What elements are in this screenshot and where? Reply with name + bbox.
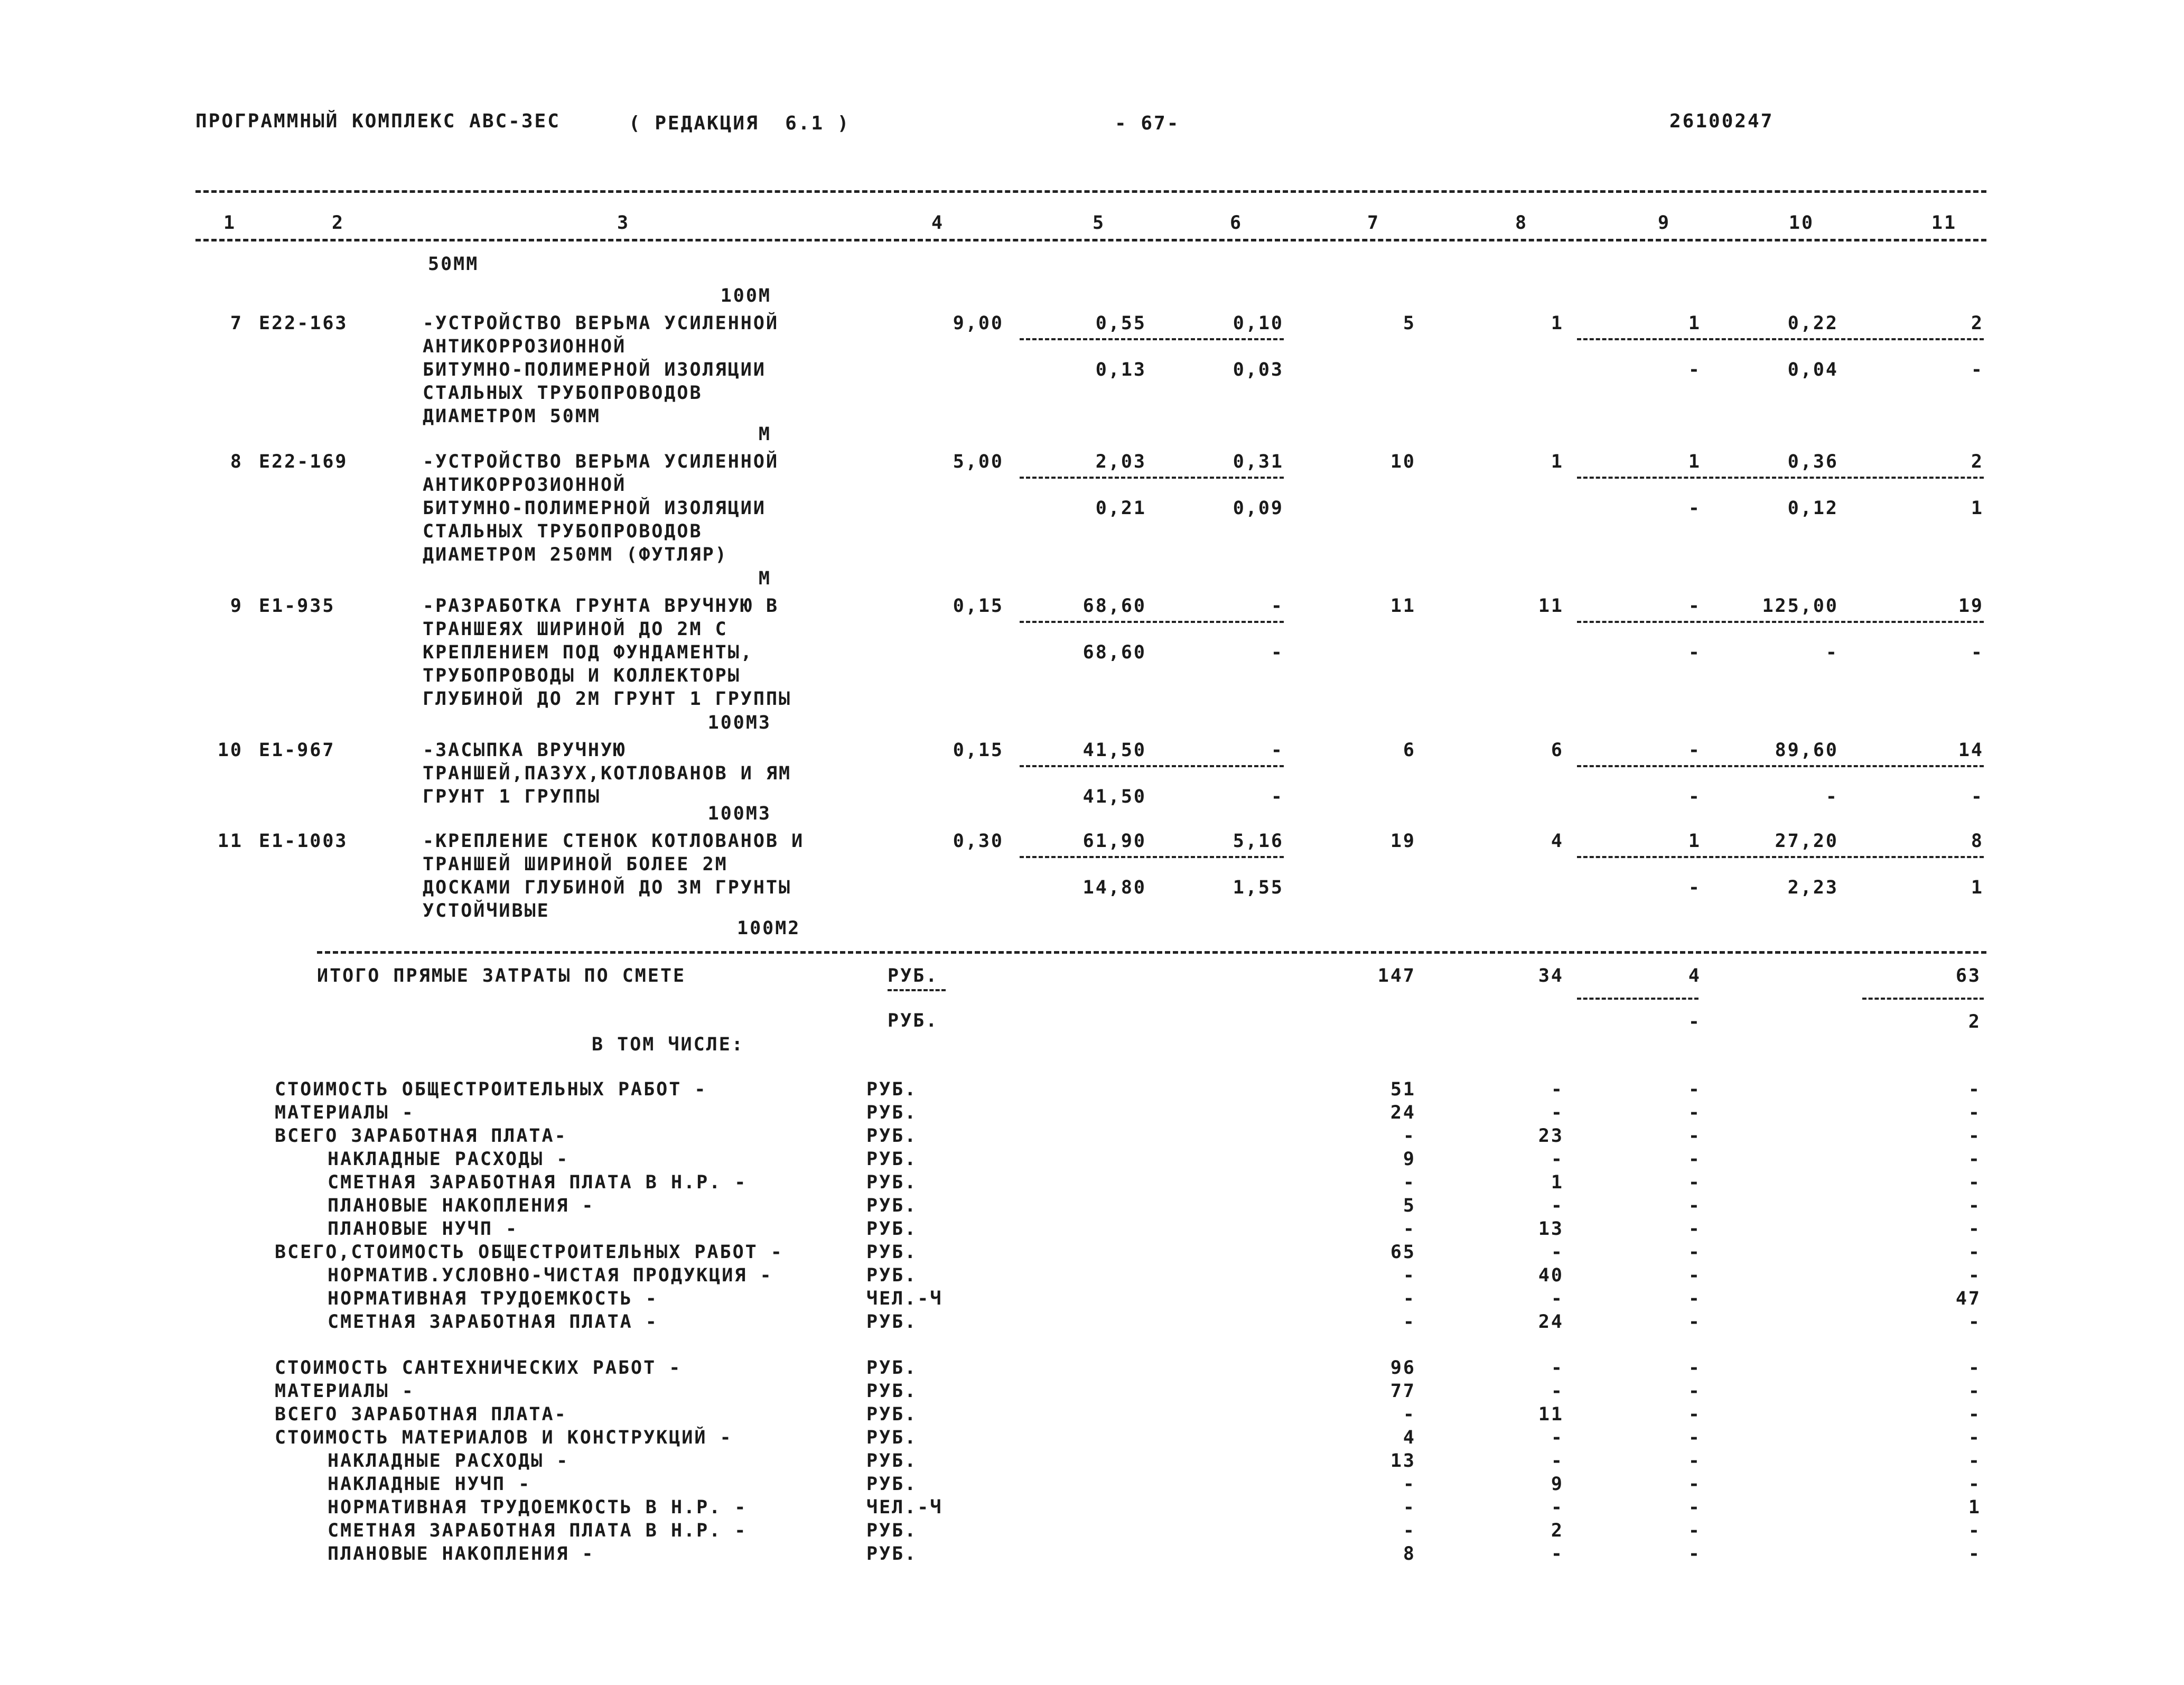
summary-c7: 5 — [1403, 1195, 1416, 1216]
item-c9-11-rule — [1577, 621, 1984, 623]
summary-c8: 13 — [1538, 1218, 1564, 1240]
summary-unit: РУБ. — [866, 1427, 918, 1448]
summary-unit: ЧЕЛ.-Ч — [866, 1288, 943, 1309]
item-description-line: БИТУМНО-ПОЛИМЕРНОЙ ИЗОЛЯЦИИ — [423, 498, 766, 519]
item-description-line: -КРЕПЛЕНИЕ СТЕНОК КОТЛОВАНОВ И — [423, 831, 805, 852]
column-header-6: 6 — [1229, 212, 1243, 234]
item-c6a: - — [1271, 595, 1284, 617]
summary-c8: 9 — [1551, 1474, 1564, 1495]
summary-c7: 24 — [1390, 1102, 1416, 1123]
item-code: Е1-967 — [259, 740, 335, 761]
summary-unit: РУБ. — [866, 1311, 918, 1333]
summary-c11: - — [1968, 1404, 1981, 1425]
item-c10a: 0,22 — [1787, 313, 1838, 334]
summary-c11: - — [1968, 1149, 1981, 1170]
item-c5b: 68,60 — [1082, 642, 1146, 663]
summary-label: МАТЕРИАЛЫ - — [275, 1381, 415, 1402]
item-description-line: ГЛУБИНОЙ ДО 2М ГРУНТ 1 ГРУППЫ — [423, 688, 792, 710]
item-c5a: 41,50 — [1082, 740, 1146, 761]
summary-c9: - — [1688, 1520, 1701, 1541]
item-c8: 11 — [1538, 595, 1564, 617]
summary-label: ВСЕГО,СТОИМОСТЬ ОБЩЕСТРОИТЕЛЬНЫХ РАБОТ - — [275, 1242, 783, 1263]
item-c9b: - — [1688, 786, 1701, 807]
edition-label: ( РЕДАКЦИЯ 6.1 ) — [629, 113, 851, 134]
item-description-line: ТРАНШЕЙ,ПАЗУХ,КОТЛОВАНОВ И ЯМ — [423, 763, 792, 784]
item-c7: 6 — [1403, 740, 1416, 761]
summary-c7: 4 — [1403, 1427, 1416, 1448]
summary-c11: - — [1968, 1218, 1981, 1240]
summary-c11: - — [1968, 1242, 1981, 1263]
item-c8: 1 — [1551, 451, 1564, 472]
summary-c9: - — [1688, 1474, 1701, 1495]
summary-label: НОРМАТИВНАЯ ТРУДОЕМКОСТЬ - — [328, 1288, 658, 1309]
item-c10a: 89,60 — [1775, 740, 1838, 761]
summary-c9: - — [1688, 1288, 1701, 1309]
item-c5a: 2,03 — [1095, 451, 1146, 472]
item-c6b: 1,55 — [1233, 877, 1284, 898]
item-c10a: 125,00 — [1762, 595, 1838, 617]
total-c7: 147 — [1377, 965, 1416, 986]
total-unit-rule — [888, 989, 946, 991]
summary-label: НАКЛАДНЫЕ НУЧП - — [328, 1474, 531, 1495]
summary-c7: - — [1403, 1172, 1416, 1193]
item-description-line: ТРАНШЕЯХ ШИРИНОЙ ДО 2М С — [423, 619, 728, 640]
item-c11a: 19 — [1958, 595, 1984, 617]
summary-c9: - — [1688, 1427, 1701, 1448]
item-description-line: УСТОЙЧИВЫЕ — [423, 900, 550, 921]
item-c11b: - — [1971, 642, 1984, 663]
summary-c7: - — [1403, 1218, 1416, 1240]
summary-c8: - — [1551, 1357, 1564, 1379]
item-c56-rule — [1020, 338, 1284, 340]
summary-c9: - — [1688, 1149, 1701, 1170]
item-c11a: 14 — [1958, 740, 1984, 761]
item-description-line: АНТИКОРРОЗИОННОЙ — [423, 336, 627, 357]
summary-unit: РУБ. — [866, 1265, 918, 1286]
item-c10a: 0,36 — [1787, 451, 1838, 472]
summary-unit: РУБ. — [866, 1079, 918, 1100]
summary-unit: РУБ. — [866, 1172, 918, 1193]
item-c4: 0,15 — [953, 595, 1004, 617]
column-header-5: 5 — [1092, 212, 1106, 234]
item-unit-above: 100М3 — [707, 803, 771, 824]
summary-unit: РУБ. — [866, 1242, 918, 1263]
summary-c7: 51 — [1390, 1079, 1416, 1100]
summary-c11: - — [1968, 1381, 1981, 1402]
item-description-line: -УСТРОЙСТВО ВЕРЬМА УСИЛЕННОЙ — [423, 451, 779, 472]
including-label: В ТОМ ЧИСЛЕ: — [592, 1034, 744, 1055]
document-number: 26100247 — [1669, 110, 1774, 132]
total-c9: 4 — [1688, 965, 1701, 986]
summary-c8: 40 — [1538, 1265, 1564, 1286]
summary-c11: - — [1968, 1543, 1981, 1565]
summary-c8: 24 — [1538, 1311, 1564, 1333]
summary-c7: - — [1403, 1497, 1416, 1518]
summary-c7: - — [1403, 1288, 1416, 1309]
summary-c9: - — [1688, 1195, 1701, 1216]
item-c9b: - — [1688, 359, 1701, 380]
item-c7: 10 — [1390, 451, 1416, 472]
total-c11: 63 — [1955, 965, 1981, 986]
item-code: Е1-1003 — [259, 831, 348, 852]
summary-c7: 9 — [1403, 1149, 1416, 1170]
program-name: ПРОГРАММНЫЙ КОМПЛЕКС АВС-3ЕС — [195, 110, 561, 132]
item-description-line: -УСТРОЙСТВО ВЕРЬМА УСИЛЕННОЙ — [423, 313, 779, 334]
item-c11a: 2 — [1971, 451, 1984, 472]
summary-c7: 13 — [1390, 1450, 1416, 1472]
table-top-rule — [195, 190, 1986, 193]
summary-unit: РУБ. — [866, 1149, 918, 1170]
summary-c9: - — [1688, 1079, 1701, 1100]
item-c9a: 1 — [1688, 831, 1701, 852]
item-c9a: - — [1688, 595, 1701, 617]
summary-label: ВСЕГО ЗАРАБОТНАЯ ПЛАТА- — [275, 1404, 567, 1425]
item-c9-11-rule — [1577, 765, 1984, 767]
summary-c9: - — [1688, 1102, 1701, 1123]
summary-c9: - — [1688, 1543, 1701, 1565]
summary-c7: - — [1403, 1311, 1416, 1333]
item-description-line: ГРУНТ 1 ГРУППЫ — [423, 786, 601, 807]
summary-label: НАКЛАДНЫЕ РАСХОДЫ - — [328, 1149, 570, 1170]
summary-label: ПЛАНОВЫЕ НАКОПЛЕНИЯ - — [328, 1543, 595, 1565]
summary-c8: - — [1551, 1427, 1564, 1448]
item-description-line: ТРУБОПРОВОДЫ И КОЛЛЕКТОРЫ — [423, 665, 741, 686]
summary-c8: - — [1551, 1149, 1564, 1170]
item-c8: 1 — [1551, 313, 1564, 334]
item-description-line: СТАЛЬНЫХ ТРУБОПРОВОДОВ — [423, 383, 703, 404]
item-c6a: 5,16 — [1233, 831, 1284, 852]
column-header-7: 7 — [1367, 212, 1380, 234]
summary-c8: - — [1551, 1381, 1564, 1402]
summary-unit: РУБ. — [866, 1404, 918, 1425]
summary-c8: - — [1551, 1195, 1564, 1216]
summary-label: НАКЛАДНЫЕ РАСХОДЫ - — [328, 1450, 570, 1472]
summary-c7: - — [1403, 1474, 1416, 1495]
item-c9a: 1 — [1688, 313, 1701, 334]
item-c5a: 0,55 — [1095, 313, 1146, 334]
summary-c11: - — [1968, 1311, 1981, 1333]
summary-c8: 2 — [1551, 1520, 1564, 1541]
summary-unit: РУБ. — [866, 1381, 918, 1402]
item-code: Е1-935 — [259, 595, 335, 617]
total-c8: 34 — [1538, 965, 1564, 986]
summary-c11: 1 — [1968, 1497, 1981, 1518]
item-unit-above: М — [758, 424, 771, 445]
item-description-line: -РАЗРАБОТКА ГРУНТА ВРУЧНУЮ В — [423, 595, 779, 617]
item-description-line: ДОСКАМИ ГЛУБИНОЙ ДО 3М ГРУНТЫ — [423, 877, 792, 898]
summary-label: СМЕТНАЯ ЗАРАБОТНАЯ ПЛАТА В Н.Р. - — [328, 1520, 748, 1541]
table-header-rule — [195, 239, 1986, 241]
item-c9b: - — [1688, 877, 1701, 898]
summary-unit: РУБ. — [866, 1543, 918, 1565]
summary-unit: РУБ. — [866, 1520, 918, 1541]
total-unit-2: РУБ. — [888, 1010, 939, 1031]
item-c8: 6 — [1551, 740, 1564, 761]
summary-c11: - — [1968, 1079, 1981, 1100]
item-c11a: 8 — [1971, 831, 1984, 852]
summary-c9: - — [1688, 1125, 1701, 1147]
summary-c9: - — [1688, 1311, 1701, 1333]
summary-c9: - — [1688, 1242, 1701, 1263]
summary-c8: 1 — [1551, 1172, 1564, 1193]
item-c4: 0,30 — [953, 831, 1004, 852]
pre-text: 50ММ — [428, 254, 479, 275]
item-c5a: 68,60 — [1082, 595, 1146, 617]
item-c5b: 0,13 — [1095, 359, 1146, 380]
item-c9-11-rule — [1577, 477, 1984, 479]
item-description-line: БИТУМНО-ПОЛИМЕРНОЙ ИЗОЛЯЦИИ — [423, 359, 766, 380]
summary-c11: - — [1968, 1450, 1981, 1472]
column-header-2: 2 — [331, 212, 345, 234]
summary-c9: - — [1688, 1381, 1701, 1402]
summary-unit: ЧЕЛ.-Ч — [866, 1497, 943, 1518]
summary-c8: - — [1551, 1497, 1564, 1518]
item-c7: 11 — [1390, 595, 1416, 617]
item-c5b: 0,21 — [1095, 498, 1146, 519]
item-c6b: 0,03 — [1233, 359, 1284, 380]
item-c6b: - — [1271, 786, 1284, 807]
item-description-line: СТАЛЬНЫХ ТРУБОПРОВОДОВ — [423, 521, 703, 542]
summary-c7: - — [1403, 1520, 1416, 1541]
item-c56-rule — [1020, 621, 1284, 623]
item-c6a: 0,10 — [1233, 313, 1284, 334]
item-unit-above: М — [758, 568, 771, 589]
summary-unit: РУБ. — [866, 1450, 918, 1472]
item-c9-11-rule — [1577, 856, 1984, 858]
item-c10b: - — [1825, 786, 1838, 807]
summary-unit: РУБ. — [866, 1125, 918, 1147]
item-number: 8 — [230, 451, 243, 472]
summary-unit: РУБ. — [866, 1474, 918, 1495]
item-c6b: 0,09 — [1233, 498, 1284, 519]
item-c56-rule — [1020, 477, 1284, 479]
summary-c7: 77 — [1390, 1381, 1416, 1402]
summary-c11: - — [1968, 1427, 1981, 1448]
item-c7: 5 — [1403, 313, 1416, 334]
total-c9b: - — [1688, 1011, 1701, 1032]
summary-c9: - — [1688, 1265, 1701, 1286]
total-c11-rule — [1862, 998, 1984, 1000]
summary-c7: - — [1403, 1265, 1416, 1286]
column-header-1: 1 — [223, 212, 237, 234]
column-header-4: 4 — [931, 212, 945, 234]
column-header-8: 8 — [1515, 212, 1528, 234]
item-c9b: - — [1688, 498, 1701, 519]
summary-c7: 65 — [1390, 1242, 1416, 1263]
column-header-11: 11 — [1931, 212, 1957, 234]
page-number: - 67- — [1115, 113, 1180, 134]
summary-c11: - — [1968, 1265, 1981, 1286]
item-c11b: - — [1971, 786, 1984, 807]
item-c5b: 14,80 — [1082, 877, 1146, 898]
summary-unit: РУБ. — [866, 1357, 918, 1379]
item-c56-rule — [1020, 856, 1284, 858]
summary-c11: - — [1968, 1102, 1981, 1123]
summary-c11: 47 — [1955, 1288, 1981, 1309]
item-c7: 19 — [1390, 831, 1416, 852]
summary-label: ПЛАНОВЫЕ НУЧП - — [328, 1218, 519, 1240]
item-c10b: 0,12 — [1787, 498, 1838, 519]
item-c4: 9,00 — [953, 313, 1004, 334]
summary-unit: РУБ. — [866, 1218, 918, 1240]
summary-c9: - — [1688, 1172, 1701, 1193]
summary-unit: РУБ. — [866, 1102, 918, 1123]
summary-label: СМЕТНАЯ ЗАРАБОТНАЯ ПЛАТА В Н.Р. - — [328, 1172, 748, 1193]
item-code: Е22-163 — [259, 313, 348, 334]
summary-c7: - — [1403, 1125, 1416, 1147]
summary-c9: - — [1688, 1218, 1701, 1240]
item-c6a: - — [1271, 740, 1284, 761]
summary-c8: - — [1551, 1079, 1564, 1100]
item-c11b: 1 — [1971, 498, 1984, 519]
summary-c9: - — [1688, 1404, 1701, 1425]
summary-c11: - — [1968, 1125, 1981, 1147]
summary-c8: - — [1551, 1288, 1564, 1309]
item-number: 10 — [217, 740, 243, 761]
item-c10b: 0,04 — [1787, 359, 1838, 380]
item-number: 11 — [217, 831, 243, 852]
summary-label: СТОИМОСТЬ САНТЕХНИЧЕСКИХ РАБОТ - — [275, 1357, 682, 1379]
summary-c11: - — [1968, 1172, 1981, 1193]
item-c9a: 1 — [1688, 451, 1701, 472]
item-c5b: 41,50 — [1082, 786, 1146, 807]
item-c9a: - — [1688, 740, 1701, 761]
item-c56-rule — [1020, 765, 1284, 767]
summary-label: СТОИМОСТЬ ОБЩЕСТРОИТЕЛЬНЫХ РАБОТ - — [275, 1079, 707, 1100]
summary-label: НОРМАТИВНАЯ ТРУДОЕМКОСТЬ В Н.Р. - — [328, 1497, 748, 1518]
summary-c11: - — [1968, 1195, 1981, 1216]
column-header-10: 10 — [1788, 212, 1815, 234]
item-c9b: - — [1688, 642, 1701, 663]
summary-label: СТОИМОСТЬ МАТЕРИАЛОВ И КОНСТРУКЦИЙ - — [275, 1427, 733, 1448]
summary-c9: - — [1688, 1357, 1701, 1379]
item-unit-above: 100М3 — [707, 712, 771, 733]
item-description-line: ДИАМЕТРОМ 250ММ (ФУТЛЯР) — [423, 544, 728, 565]
item-c11b: - — [1971, 359, 1984, 380]
item-c8: 4 — [1551, 831, 1564, 852]
item-c10a: 27,20 — [1775, 831, 1838, 852]
item-c4: 5,00 — [953, 451, 1004, 472]
item-c11a: 2 — [1971, 313, 1984, 334]
summary-label: ПЛАНОВЫЕ НАКОПЛЕНИЯ - — [328, 1195, 595, 1216]
summary-c7: - — [1403, 1404, 1416, 1425]
summary-c9: - — [1688, 1497, 1701, 1518]
summary-c8: - — [1551, 1450, 1564, 1472]
summary-c8: 11 — [1538, 1404, 1564, 1425]
summary-c7: 96 — [1390, 1357, 1416, 1379]
total-c9-rule — [1577, 998, 1698, 1000]
column-header-3: 3 — [617, 212, 630, 234]
item-description-line: АНТИКОРРОЗИОННОЙ — [423, 474, 627, 496]
column-header-9: 9 — [1657, 212, 1671, 234]
summary-c8: - — [1551, 1102, 1564, 1123]
summary-unit: РУБ. — [866, 1195, 918, 1216]
total-rule — [317, 951, 1986, 954]
item-description-line: ТРАНШЕЙ ШИРИНОЙ БОЛЕЕ 2М — [423, 854, 728, 875]
summary-label: НОРМАТИВ.УСЛОВНО-ЧИСТАЯ ПРОДУКЦИЯ - — [328, 1265, 773, 1286]
item-c11b: 1 — [1971, 877, 1984, 898]
item-c10b: - — [1825, 642, 1838, 663]
item-c4: 0,15 — [953, 740, 1004, 761]
summary-c11: - — [1968, 1357, 1981, 1379]
summary-c11: - — [1968, 1520, 1981, 1541]
total-c11b: 2 — [1968, 1011, 1981, 1032]
item-c9-11-rule — [1577, 338, 1984, 340]
last-unit: 100М2 — [737, 918, 801, 939]
summary-c8: - — [1551, 1543, 1564, 1565]
item-number: 7 — [230, 313, 243, 334]
item-code: Е22-169 — [259, 451, 348, 472]
summary-c7: 8 — [1403, 1543, 1416, 1565]
total-unit-1: РУБ. — [888, 965, 939, 986]
item-c10b: 2,23 — [1787, 877, 1838, 898]
item-c6b: - — [1271, 642, 1284, 663]
item-description-line: -ЗАСЫПКА ВРУЧНУЮ — [423, 740, 627, 761]
summary-label: МАТЕРИАЛЫ - — [275, 1102, 415, 1123]
summary-c11: - — [1968, 1474, 1981, 1495]
summary-c8: 23 — [1538, 1125, 1564, 1147]
item-description-line: ДИАМЕТРОМ 50ММ — [423, 406, 601, 427]
summary-label: СМЕТНАЯ ЗАРАБОТНАЯ ПЛАТА - — [328, 1311, 658, 1333]
item-unit-above: 100М — [720, 285, 771, 306]
summary-c8: - — [1551, 1242, 1564, 1263]
item-number: 9 — [230, 595, 243, 617]
summary-c9: - — [1688, 1450, 1701, 1472]
item-description-line: КРЕПЛЕНИЕМ ПОД ФУНДАМЕНТЫ, — [423, 642, 753, 663]
total-label: ИТОГО ПРЯМЫЕ ЗАТРАТЫ ПО СМЕТЕ — [317, 965, 686, 986]
item-c5a: 61,90 — [1082, 831, 1146, 852]
item-c6a: 0,31 — [1233, 451, 1284, 472]
summary-label: ВСЕГО ЗАРАБОТНАЯ ПЛАТА- — [275, 1125, 567, 1147]
